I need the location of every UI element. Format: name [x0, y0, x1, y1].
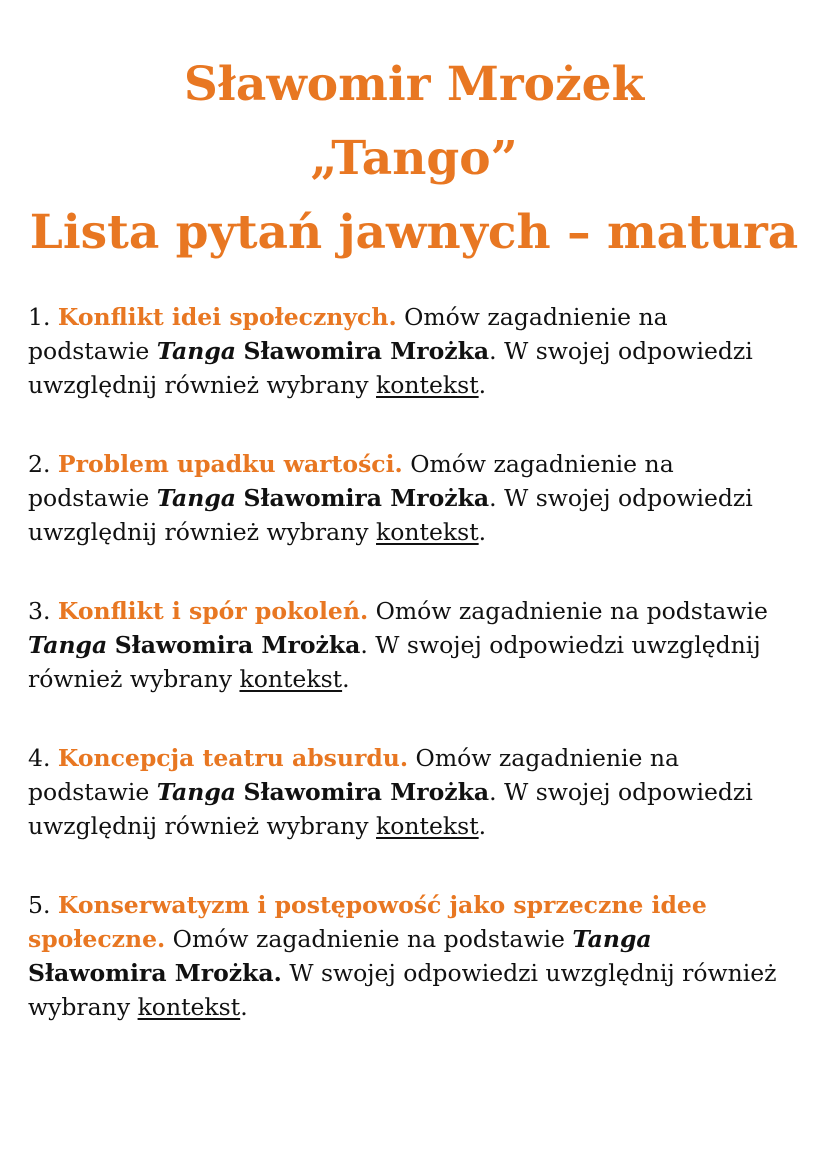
title-work: „Tango”: [310, 131, 518, 186]
author-name: Sławomira Mrożka: [243, 337, 490, 365]
author-name: Sławomira Mrożka: [114, 631, 361, 659]
question-3: [28, 594, 808, 696]
title-author: Sławomir Mrożek: [183, 57, 645, 112]
kontekst-term: kontekst: [239, 665, 343, 693]
question-topic-continued: społeczne.: [28, 925, 166, 953]
question-list: [28, 300, 808, 1024]
author-name: Sławomira Mrożka: [243, 484, 490, 512]
document-title: [0, 48, 828, 270]
question-2: [28, 447, 808, 549]
author-name: Sławomira Mrożka: [243, 778, 490, 806]
question-end: .: [240, 993, 248, 1021]
question-text: Omów zagadnienie na: [396, 303, 668, 331]
question-text: Omów zagadnienie na: [408, 744, 680, 772]
question-text: W swojej odpowiedzi uwzględnij również: [281, 959, 777, 987]
kontekst-term: kontekst: [376, 518, 479, 546]
question-5: [28, 888, 808, 1024]
question-4: [28, 741, 808, 843]
question-number: 5.: [28, 891, 51, 919]
kontekst-term: kontekst: [137, 993, 241, 1021]
title-subtitle: Lista pytań jawnych – matura: [29, 205, 799, 260]
question-text: podstawie: [28, 484, 157, 512]
question-end: .: [342, 665, 350, 693]
work-title: Tanga: [156, 778, 236, 806]
work-title: Tanga: [156, 337, 236, 365]
work-title: Tanga: [572, 925, 652, 953]
question-text: . W swojej odpowiedzi: [489, 484, 753, 512]
question-topic: Koncepcja teatru absurdu.: [57, 744, 409, 772]
question-number: 4.: [28, 744, 51, 772]
question-text: podstawie: [28, 778, 157, 806]
question-text: . W swojej odpowiedzi: [489, 337, 753, 365]
question-number: 1.: [28, 303, 51, 331]
question-end: .: [478, 812, 487, 840]
author-name: Sławomira Mrożka.: [28, 959, 282, 987]
question-topic: Konserwatyzm i postępowość jako sprzeczne idee: [57, 891, 707, 919]
question-end: .: [478, 371, 487, 399]
question-number: 3.: [28, 597, 51, 625]
question-text: Omów zagadnienie na: [402, 450, 674, 478]
question-text: . W swojej odpowiedzi: [489, 778, 753, 806]
question-text: uwzględnij również wybrany: [28, 812, 377, 840]
question-topic: Konflikt idei społecznych.: [57, 303, 397, 331]
work-title: Tanga: [156, 484, 236, 512]
kontekst-term: kontekst: [376, 371, 479, 399]
question-text: uwzględnij również wybrany: [28, 518, 377, 546]
question-text: uwzględnij również wybrany: [28, 371, 377, 399]
question-end: .: [478, 518, 487, 546]
question-number: 2.: [28, 450, 51, 478]
question-text: wybrany: [28, 993, 138, 1021]
question-topic: Problem upadku wartości.: [57, 450, 403, 478]
question-text: Omów zagadnienie na podstawie: [368, 597, 768, 625]
question-text: Omów zagadnienie na podstawie: [165, 925, 573, 953]
question-1: [28, 300, 808, 402]
kontekst-term: kontekst: [376, 812, 479, 840]
question-text: również wybrany: [28, 665, 240, 693]
question-text: podstawie: [28, 337, 157, 365]
question-topic: Konflikt i spór pokoleń.: [57, 597, 369, 625]
work-title: Tanga: [28, 631, 108, 659]
question-text: . W swojej odpowiedzi uwzględnij: [360, 631, 761, 659]
